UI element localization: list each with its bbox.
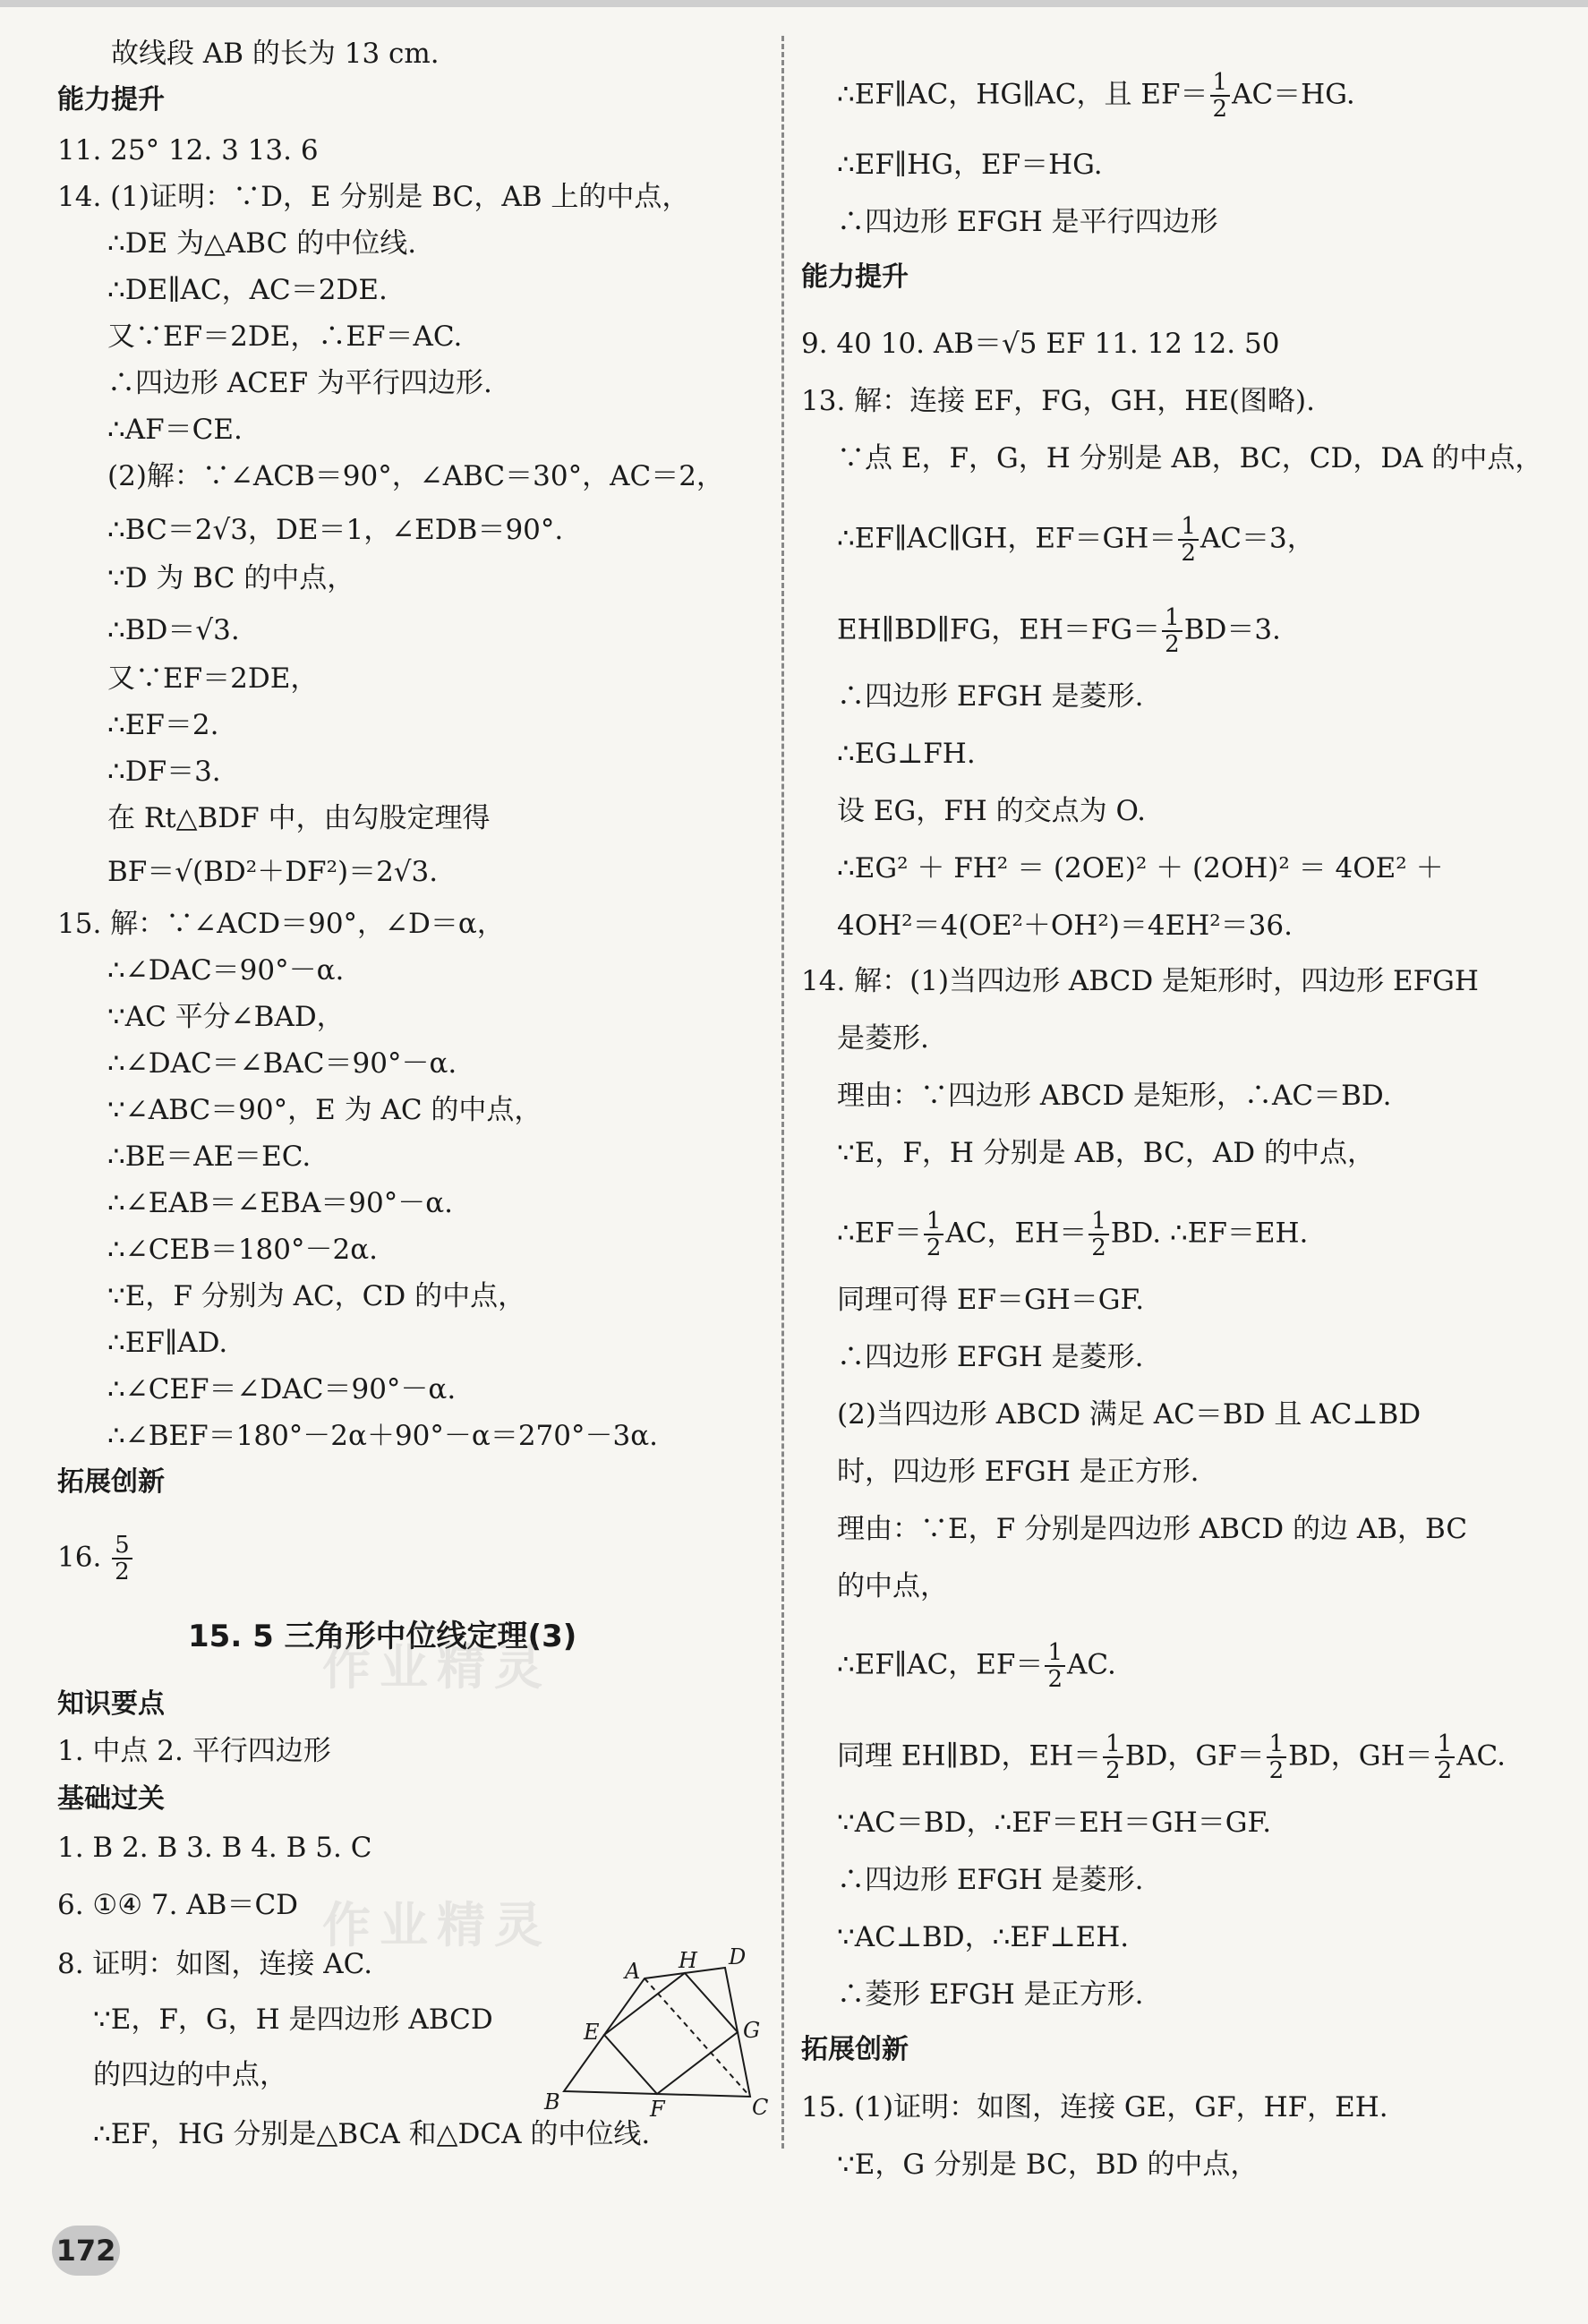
answer-line: ∴DE∥AC，AC＝2DE. <box>107 274 388 306</box>
answer-line: ∴四边形 EFGH 是菱形. <box>837 1864 1144 1896</box>
label-c: C <box>752 2095 769 2120</box>
fraction <box>1435 1731 1456 1783</box>
answer-line: 设 EG，FH 的交点为 O. <box>837 795 1146 827</box>
text-run: AC，EH＝ <box>945 1217 1088 1250</box>
fraction-numerator: 1 <box>1045 1640 1065 1667</box>
answer-line: 14. 解：(1)当四边形 ABCD 是矩形时，四边形 EFGH <box>801 965 1479 997</box>
answer-line: ∴四边形 EFGH 是平行四边形 <box>837 206 1218 238</box>
fraction-denominator: 2 <box>1181 540 1196 567</box>
answer-16 <box>57 1533 134 1585</box>
section-heading: 能力提升 <box>57 84 165 115</box>
fraction-numerator: 1 <box>1435 1731 1456 1758</box>
label-f: F <box>650 2097 665 2122</box>
text-run: ∴EF∥AC∥GH，EF＝GH＝ <box>837 522 1177 555</box>
answer-line: 8. 证明：如图，连接 AC. <box>57 1948 373 1980</box>
text-run: ∴EF＝ <box>837 1217 922 1250</box>
answer-line: ∴AF＝CE. <box>107 414 243 446</box>
section-title: 15. 5 三角形中位线定理(3) <box>188 1619 577 1654</box>
label-h: H <box>679 1948 697 1973</box>
answer-line: 14. (1)证明：∵D，E 分别是 BC，AB 上的中点， <box>57 181 690 213</box>
answer-line: 13. 解：连接 EF，FG，GH，HE(图略). <box>801 385 1315 417</box>
section-heading: 知识要点 <box>57 1688 165 1720</box>
page-number: 172 <box>52 2226 120 2276</box>
answer-line: ∴EG² ＋ FH² ＝ (2OE)² ＋ (2OH)² ＝ 4OE² ＋ <box>837 852 1444 884</box>
answer-line: ∵AC＝BD，∴EF＝EH＝GH＝GF. <box>837 1807 1272 1839</box>
answer-line: 15. 解：∵∠ACD＝90°，∠D＝α， <box>57 908 505 940</box>
answer-line: ∴EG⊥FH. <box>837 738 976 770</box>
label-e: E <box>584 2020 600 2045</box>
answer-line: 的四边的中点， <box>93 2059 287 2091</box>
fraction <box>1178 514 1199 566</box>
section-heading: 拓展创新 <box>57 1466 165 1498</box>
fraction-denominator: 2 <box>115 1559 130 1585</box>
answer-line: 同理可得 EF＝GH＝GF. <box>837 1284 1145 1316</box>
fraction-denominator: 2 <box>1212 96 1228 123</box>
fraction-denominator: 2 <box>1165 631 1180 658</box>
answer-line: BF＝√(BD²＋DF²)＝2√3. <box>107 856 439 888</box>
column-divider <box>781 36 784 2149</box>
answer-16-label: 16. <box>57 1541 102 1574</box>
text-run: 同理 EH∥BD，EH＝ <box>837 1739 1102 1773</box>
answer-line <box>837 1209 1308 1260</box>
fraction-numerator: 5 <box>112 1533 132 1559</box>
answer-line: 11. 25° 12. 3 13. 6 <box>57 134 319 167</box>
answer-line: (2)当四边形 ABCD 满足 AC＝BD 且 AC⊥BD <box>837 1398 1422 1431</box>
fraction <box>1045 1640 1065 1692</box>
answer-line: ∴EF＝2. <box>107 709 219 741</box>
quadrilateral-efgh <box>604 1973 738 2094</box>
quadrilateral-figure <box>537 1943 770 2122</box>
answer-line: ∵E，F，G，H 是四边形 ABCD <box>93 2004 493 2036</box>
diagonal-ac <box>645 1978 750 2097</box>
answer-line: 4OH²＝4(OE²＋OH²)＝4EH²＝36. <box>837 910 1293 942</box>
watermark: 作业精灵 <box>322 1639 551 1696</box>
answer-line: ∴∠BEF＝180°－2α＋90°－α＝270°－3α. <box>107 1420 659 1452</box>
answer-line: 又∵EF＝2DE， <box>107 662 319 695</box>
answer-line <box>837 1731 1506 1783</box>
answer-line: ∵D 为 BC 的中点， <box>107 562 355 594</box>
fraction-denominator: 2 <box>1047 1666 1063 1693</box>
fraction-numerator: 1 <box>1089 1209 1109 1235</box>
fraction-denominator: 2 <box>926 1235 942 1261</box>
answer-16-fraction <box>112 1533 132 1585</box>
fraction-numerator: 1 <box>1267 1731 1287 1758</box>
text-run: AC＝3， <box>1200 522 1315 555</box>
fraction <box>1210 70 1231 122</box>
answer-line: 1. 中点 2. 平行四边形 <box>57 1735 331 1767</box>
fraction-numerator: 1 <box>1162 605 1182 632</box>
answer-line: ∴四边形 EFGH 是菱形. <box>837 1341 1144 1373</box>
answer-line: ∴EF，HG 分别是△BCA 和△DCA 的中位线. <box>93 2118 651 2150</box>
answer-line: ∴菱形 EFGH 是正方形. <box>837 1978 1144 2011</box>
answer-line: ∴四边形 EFGH 是菱形. <box>837 680 1144 713</box>
text-run: AC. <box>1456 1739 1506 1773</box>
answer-line: ∴EF∥AD. <box>107 1327 228 1359</box>
text-run: BD. ∴EF＝EH. <box>1110 1217 1309 1250</box>
answer-line: ∴DE 为△ABC 的中位线. <box>107 227 417 260</box>
fraction-denominator: 2 <box>1268 1757 1285 1784</box>
answer-line: 15. (1)证明：如图，连接 GE，GF，HF，EH. <box>801 2091 1388 2123</box>
text-run: ∴EF∥AC，HG∥AC，且 EF＝ <box>837 78 1208 111</box>
text-run: BD，GH＝ <box>1288 1739 1433 1773</box>
fraction-numerator: 1 <box>1103 1731 1123 1758</box>
answer-line: ∴四边形 ACEF 为平行四边形. <box>107 367 492 399</box>
answer-line: ∵∠ABC＝90°，E 为 AC 的中点， <box>107 1094 542 1126</box>
answer-line <box>837 70 1355 122</box>
answer-line: ∵AC⊥BD，∴EF⊥EH. <box>837 1921 1130 1953</box>
fraction <box>1162 605 1182 657</box>
answer-line: ∴EF∥HG，EF＝HG. <box>837 149 1103 181</box>
answer-line: ∴BE＝AE＝EC. <box>107 1141 312 1173</box>
answer-line: (2)解：∵∠ACB＝90°，∠ABC＝30°，AC＝2， <box>107 460 724 492</box>
answer-line: ∴∠DAC＝∠BAC＝90°－α. <box>107 1047 457 1080</box>
text-run: AC＝HG. <box>1232 78 1355 111</box>
answer-line: 的中点， <box>837 1570 948 1602</box>
answer-line: ∵点 E，F，G，H 分别是 AB，BC，CD，DA 的中点， <box>837 442 1543 474</box>
fraction <box>1103 1731 1123 1783</box>
answer-line: 9. 40 10. AB＝√5 EF 11. 12 12. 50 <box>801 328 1280 360</box>
fraction <box>924 1209 944 1260</box>
answer-line: ∵AC 平分∠BAD， <box>107 1001 345 1033</box>
fraction <box>1267 1731 1287 1783</box>
answer-line: ∴BD＝√3. <box>107 614 240 646</box>
label-a: A <box>625 1959 641 1984</box>
text-run: BD，GF＝ <box>1124 1739 1265 1773</box>
label-b: B <box>544 2089 560 2115</box>
answer-line: ∴∠CEF＝∠DAC＝90°－α. <box>107 1373 457 1406</box>
text-run: ∴EF∥AC，EF＝ <box>837 1648 1044 1681</box>
answer-line: ∴DF＝3. <box>107 756 221 788</box>
fraction <box>1089 1209 1109 1260</box>
answer-line <box>837 514 1315 566</box>
answer-line: 6. ①④ 7. AB＝CD <box>57 1889 299 1921</box>
fraction-denominator: 2 <box>1091 1235 1106 1261</box>
answer-line: ∵E，F，H 分别是 AB，BC，AD 的中点， <box>837 1137 1375 1169</box>
answer-line: 理由：∵E，F 分别是四边形 ABCD 的边 AB，BC <box>837 1513 1468 1545</box>
text-run: AC. <box>1066 1648 1116 1681</box>
text-run: EH∥BD∥FG，EH＝FG＝ <box>837 613 1161 646</box>
answer-line: 1. B 2. B 3. B 4. B 5. C <box>57 1832 372 1864</box>
answer-line: 又∵EF＝2DE，∴EF＝AC. <box>107 320 463 353</box>
answer-line: 在 Rt△BDF 中，由勾股定理得 <box>107 802 491 834</box>
answer-line <box>837 1640 1116 1692</box>
answer-line: ∴∠EAB＝∠EBA＝90°－α. <box>107 1187 454 1219</box>
answer-line <box>837 605 1281 657</box>
top-rule <box>0 0 1588 7</box>
answer-line: ∵E，F 分别为 AC，CD 的中点， <box>107 1280 526 1312</box>
watermark: 作业精灵 <box>322 1897 551 1953</box>
answer-line: ∵E，G 分别是 BC，BD 的中点， <box>837 2149 1259 2181</box>
label-d: D <box>729 1944 747 1969</box>
answer-line: 理由：∵四边形 ABCD 是矩形，∴AC＝BD. <box>837 1080 1392 1112</box>
answer-line: ∴BC＝2√3，DE＝1，∠EDB＝90°. <box>107 514 564 546</box>
fraction-numerator: 1 <box>1178 514 1199 541</box>
answer-line: 时，四边形 EFGH 是正方形. <box>837 1456 1200 1488</box>
fraction-denominator: 2 <box>1106 1757 1121 1784</box>
section-heading: 拓展创新 <box>801 2034 909 2065</box>
text-run: BD＝3. <box>1183 613 1281 646</box>
fraction-numerator: 1 <box>1210 70 1231 97</box>
fraction-denominator: 2 <box>1437 1757 1453 1784</box>
section-heading: 基础过关 <box>57 1783 165 1815</box>
answer-line: 是菱形. <box>837 1022 929 1055</box>
fraction-numerator: 1 <box>924 1209 944 1235</box>
label-g: G <box>743 2018 761 2043</box>
answer-line: ∴∠CEB＝180°－2α. <box>107 1234 379 1266</box>
answer-line: ∴∠DAC＝90°－α. <box>107 954 345 987</box>
section-heading: 能力提升 <box>801 261 909 293</box>
answer-line: 故线段 AB 的长为 13 cm. <box>111 38 440 70</box>
